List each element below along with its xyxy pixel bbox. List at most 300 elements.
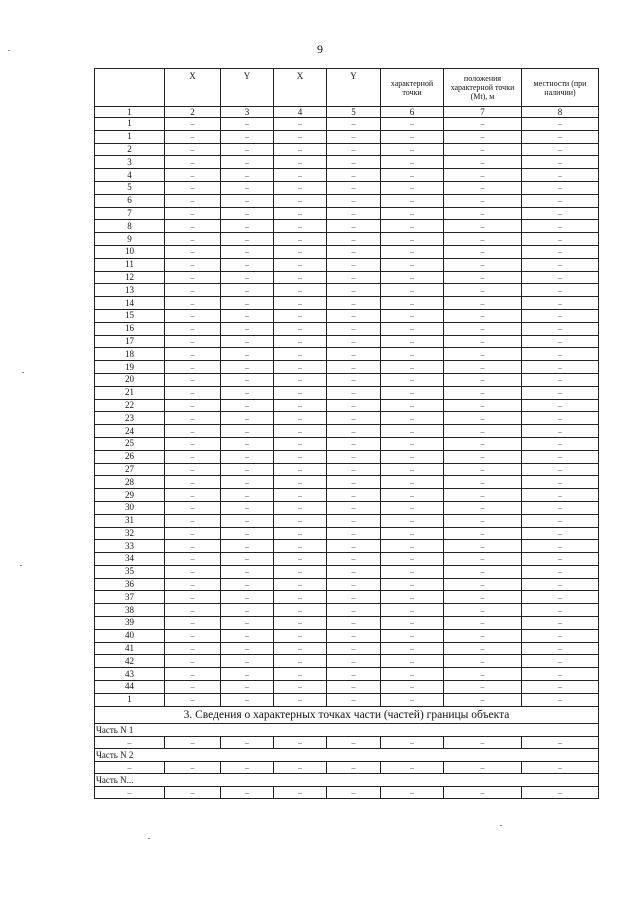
empty-value-dash: – bbox=[522, 450, 599, 463]
empty-value-dash: – bbox=[274, 591, 327, 604]
table-row bbox=[95, 118, 599, 131]
empty-value-dash: – bbox=[327, 761, 381, 773]
column-number: 8 bbox=[522, 107, 599, 118]
empty-value-dash: – bbox=[221, 527, 274, 540]
empty-value-dash: – bbox=[444, 437, 522, 450]
empty-value-dash: – bbox=[444, 169, 522, 182]
empty-value-dash: – bbox=[95, 761, 165, 773]
table-row bbox=[95, 361, 599, 374]
empty-value-dash: – bbox=[444, 181, 522, 194]
point-number: 15 bbox=[95, 309, 165, 322]
empty-value-dash: – bbox=[165, 207, 221, 220]
empty-value-dash: – bbox=[221, 361, 274, 374]
empty-value-dash: – bbox=[522, 412, 599, 425]
empty-value-dash: – bbox=[381, 578, 444, 591]
table-row bbox=[95, 553, 599, 566]
empty-value-dash: – bbox=[444, 501, 522, 514]
empty-value-dash: – bbox=[165, 450, 221, 463]
empty-value-dash: – bbox=[444, 386, 522, 399]
empty-value-dash: – bbox=[327, 514, 381, 527]
point-number: 10 bbox=[95, 245, 165, 258]
empty-value-dash: – bbox=[522, 437, 599, 450]
point-number: 21 bbox=[95, 386, 165, 399]
empty-value-dash: – bbox=[444, 786, 522, 798]
empty-value-dash: – bbox=[165, 245, 221, 258]
table-row bbox=[95, 578, 599, 591]
empty-value-dash: – bbox=[522, 143, 599, 156]
table-row bbox=[95, 655, 599, 668]
empty-value-dash: – bbox=[274, 527, 327, 540]
table-row bbox=[95, 373, 599, 386]
empty-value-dash: – bbox=[381, 591, 444, 604]
empty-value-dash: – bbox=[444, 245, 522, 258]
empty-value-dash: – bbox=[444, 348, 522, 361]
empty-value-dash: – bbox=[165, 786, 221, 798]
empty-value-dash: – bbox=[221, 786, 274, 798]
empty-value-dash: – bbox=[522, 297, 599, 310]
point-number: 38 bbox=[95, 604, 165, 617]
empty-value-dash: – bbox=[221, 156, 274, 169]
point-number: 42 bbox=[95, 655, 165, 668]
empty-value-dash: – bbox=[444, 130, 522, 143]
empty-value-dash: – bbox=[381, 118, 444, 131]
empty-value-dash: – bbox=[327, 476, 381, 489]
table-row bbox=[95, 591, 599, 604]
empty-value-dash: – bbox=[165, 348, 221, 361]
empty-value-dash: – bbox=[327, 489, 381, 502]
empty-value-dash: – bbox=[327, 284, 381, 297]
point-number: 1 bbox=[95, 130, 165, 143]
empty-value-dash: – bbox=[327, 156, 381, 169]
empty-value-dash: – bbox=[327, 412, 381, 425]
empty-value-dash: – bbox=[444, 271, 522, 284]
point-number: 20 bbox=[95, 373, 165, 386]
empty-value-dash: – bbox=[522, 194, 599, 207]
empty-value-dash: – bbox=[327, 258, 381, 271]
empty-value-dash: – bbox=[327, 591, 381, 604]
empty-value-dash: – bbox=[274, 425, 327, 438]
point-number: 22 bbox=[95, 399, 165, 412]
empty-value-dash: – bbox=[327, 169, 381, 182]
empty-value-dash: – bbox=[221, 591, 274, 604]
empty-value-dash: – bbox=[444, 207, 522, 220]
point-number: 26 bbox=[95, 450, 165, 463]
empty-value-dash: – bbox=[381, 681, 444, 694]
empty-value-dash: – bbox=[444, 361, 522, 374]
column-number: 6 bbox=[381, 107, 444, 118]
table-row bbox=[95, 297, 599, 310]
empty-value-dash: – bbox=[221, 412, 274, 425]
empty-value-dash: – bbox=[444, 118, 522, 131]
empty-value-dash: – bbox=[165, 386, 221, 399]
part-value-row bbox=[95, 761, 599, 773]
part-label: Часть N 1 bbox=[95, 723, 599, 736]
point-number: 8 bbox=[95, 220, 165, 233]
empty-value-dash: – bbox=[522, 629, 599, 642]
part-value-row bbox=[95, 786, 599, 798]
empty-value-dash: – bbox=[522, 207, 599, 220]
empty-value-dash: – bbox=[444, 553, 522, 566]
point-number: 11 bbox=[95, 258, 165, 271]
empty-value-dash: – bbox=[444, 322, 522, 335]
empty-value-dash: – bbox=[221, 655, 274, 668]
empty-value-dash: – bbox=[381, 501, 444, 514]
table-row bbox=[95, 540, 599, 553]
point-number: 30 bbox=[95, 501, 165, 514]
part-label-row bbox=[95, 748, 599, 761]
point-number: 1 bbox=[95, 693, 165, 706]
empty-value-dash: – bbox=[274, 450, 327, 463]
empty-value-dash: – bbox=[221, 761, 274, 773]
empty-value-dash: – bbox=[444, 463, 522, 476]
empty-value-dash: – bbox=[444, 565, 522, 578]
empty-value-dash: – bbox=[444, 425, 522, 438]
empty-value-dash: – bbox=[522, 335, 599, 348]
empty-value-dash: – bbox=[221, 425, 274, 438]
empty-value-dash: – bbox=[381, 245, 444, 258]
empty-value-dash: – bbox=[327, 361, 381, 374]
empty-value-dash: – bbox=[221, 284, 274, 297]
column-header: Y bbox=[221, 69, 274, 107]
empty-value-dash: – bbox=[274, 668, 327, 681]
empty-value-dash: – bbox=[221, 476, 274, 489]
empty-value-dash: – bbox=[327, 386, 381, 399]
empty-value-dash: – bbox=[165, 425, 221, 438]
empty-value-dash: – bbox=[165, 463, 221, 476]
table-row bbox=[95, 220, 599, 233]
empty-value-dash: – bbox=[274, 271, 327, 284]
empty-value-dash: – bbox=[221, 335, 274, 348]
point-number: 4 bbox=[95, 169, 165, 182]
empty-value-dash: – bbox=[444, 220, 522, 233]
empty-value-dash: – bbox=[327, 527, 381, 540]
empty-value-dash: – bbox=[274, 501, 327, 514]
empty-value-dash: – bbox=[274, 629, 327, 642]
empty-value-dash: – bbox=[221, 668, 274, 681]
empty-value-dash: – bbox=[381, 271, 444, 284]
empty-value-dash: – bbox=[444, 373, 522, 386]
table-row bbox=[95, 143, 599, 156]
empty-value-dash: – bbox=[522, 736, 599, 748]
empty-value-dash: – bbox=[381, 629, 444, 642]
point-number: 18 bbox=[95, 348, 165, 361]
table-row bbox=[95, 693, 599, 706]
empty-value-dash: – bbox=[327, 565, 381, 578]
empty-value-dash: – bbox=[381, 540, 444, 553]
empty-value-dash: – bbox=[381, 284, 444, 297]
point-number: 14 bbox=[95, 297, 165, 310]
empty-value-dash: – bbox=[274, 412, 327, 425]
empty-value-dash: – bbox=[221, 629, 274, 642]
empty-value-dash: – bbox=[522, 233, 599, 246]
empty-value-dash: – bbox=[444, 489, 522, 502]
empty-value-dash: – bbox=[522, 527, 599, 540]
empty-value-dash: – bbox=[274, 258, 327, 271]
column-number-row bbox=[95, 107, 599, 118]
empty-value-dash: – bbox=[221, 514, 274, 527]
empty-value-dash: – bbox=[327, 143, 381, 156]
empty-value-dash: – bbox=[381, 233, 444, 246]
empty-value-dash: – bbox=[221, 181, 274, 194]
empty-value-dash: – bbox=[165, 578, 221, 591]
empty-value-dash: – bbox=[221, 233, 274, 246]
empty-value-dash: – bbox=[221, 450, 274, 463]
empty-value-dash: – bbox=[274, 489, 327, 502]
empty-value-dash: – bbox=[165, 591, 221, 604]
table-row bbox=[95, 245, 599, 258]
empty-value-dash: – bbox=[522, 553, 599, 566]
empty-value-dash: – bbox=[221, 693, 274, 706]
empty-value-dash: – bbox=[327, 348, 381, 361]
empty-value-dash: – bbox=[444, 476, 522, 489]
empty-value-dash: – bbox=[165, 309, 221, 322]
empty-value-dash: – bbox=[221, 348, 274, 361]
part-label: Часть N 2 bbox=[95, 748, 599, 761]
empty-value-dash: – bbox=[444, 284, 522, 297]
empty-value-dash: – bbox=[381, 617, 444, 630]
empty-value-dash: – bbox=[327, 553, 381, 566]
column-header: X bbox=[165, 69, 221, 107]
point-number: 36 bbox=[95, 578, 165, 591]
point-number: 7 bbox=[95, 207, 165, 220]
table-row bbox=[95, 181, 599, 194]
column-header: характерной точки bbox=[381, 69, 444, 107]
empty-value-dash: – bbox=[444, 681, 522, 694]
point-number: 39 bbox=[95, 617, 165, 630]
empty-value-dash: – bbox=[165, 143, 221, 156]
empty-value-dash: – bbox=[381, 412, 444, 425]
empty-value-dash: – bbox=[165, 604, 221, 617]
empty-value-dash: – bbox=[221, 736, 274, 748]
point-number: 16 bbox=[95, 322, 165, 335]
empty-value-dash: – bbox=[274, 642, 327, 655]
empty-value-dash: – bbox=[327, 668, 381, 681]
empty-value-dash: – bbox=[274, 681, 327, 694]
empty-value-dash: – bbox=[444, 693, 522, 706]
empty-value-dash: – bbox=[165, 181, 221, 194]
empty-value-dash: – bbox=[381, 450, 444, 463]
table-row bbox=[95, 514, 599, 527]
table-row bbox=[95, 399, 599, 412]
empty-value-dash: – bbox=[274, 156, 327, 169]
empty-value-dash: – bbox=[381, 565, 444, 578]
table-row bbox=[95, 386, 599, 399]
empty-value-dash: – bbox=[95, 736, 165, 748]
table-row bbox=[95, 271, 599, 284]
empty-value-dash: – bbox=[381, 668, 444, 681]
point-number: 34 bbox=[95, 553, 165, 566]
table-row bbox=[95, 489, 599, 502]
empty-value-dash: – bbox=[381, 130, 444, 143]
empty-value-dash: – bbox=[165, 655, 221, 668]
empty-value-dash: – bbox=[165, 399, 221, 412]
column-header: Y bbox=[327, 69, 381, 107]
table-row bbox=[95, 233, 599, 246]
empty-value-dash: – bbox=[327, 786, 381, 798]
empty-value-dash: – bbox=[327, 399, 381, 412]
empty-value-dash: – bbox=[274, 309, 327, 322]
empty-value-dash: – bbox=[165, 297, 221, 310]
point-number: 44 bbox=[95, 681, 165, 694]
empty-value-dash: – bbox=[522, 348, 599, 361]
empty-value-dash: – bbox=[165, 565, 221, 578]
empty-value-dash: – bbox=[522, 386, 599, 399]
empty-value-dash: – bbox=[274, 786, 327, 798]
table-row bbox=[95, 617, 599, 630]
table-row bbox=[95, 629, 599, 642]
empty-value-dash: – bbox=[165, 642, 221, 655]
empty-value-dash: – bbox=[165, 361, 221, 374]
empty-value-dash: – bbox=[444, 450, 522, 463]
empty-value-dash: – bbox=[522, 681, 599, 694]
empty-value-dash: – bbox=[165, 233, 221, 246]
empty-value-dash: – bbox=[444, 617, 522, 630]
empty-value-dash: – bbox=[522, 399, 599, 412]
empty-value-dash: – bbox=[274, 693, 327, 706]
empty-value-dash: – bbox=[444, 591, 522, 604]
empty-value-dash: – bbox=[221, 130, 274, 143]
empty-value-dash: – bbox=[274, 578, 327, 591]
empty-value-dash: – bbox=[381, 604, 444, 617]
empty-value-dash: – bbox=[522, 591, 599, 604]
empty-value-dash: – bbox=[381, 348, 444, 361]
empty-value-dash: – bbox=[327, 220, 381, 233]
empty-value-dash: – bbox=[274, 553, 327, 566]
empty-value-dash: – bbox=[522, 761, 599, 773]
empty-value-dash: – bbox=[327, 642, 381, 655]
point-number: 23 bbox=[95, 412, 165, 425]
empty-value-dash: – bbox=[327, 373, 381, 386]
empty-value-dash: – bbox=[221, 553, 274, 566]
empty-value-dash: – bbox=[327, 693, 381, 706]
empty-value-dash: – bbox=[274, 348, 327, 361]
empty-value-dash: – bbox=[221, 258, 274, 271]
empty-value-dash: – bbox=[274, 736, 327, 748]
empty-value-dash: – bbox=[327, 322, 381, 335]
empty-value-dash: – bbox=[522, 501, 599, 514]
empty-value-dash: – bbox=[327, 297, 381, 310]
empty-value-dash: – bbox=[522, 578, 599, 591]
point-number: 40 bbox=[95, 629, 165, 642]
empty-value-dash: – bbox=[327, 130, 381, 143]
empty-value-dash: – bbox=[165, 220, 221, 233]
point-number: 28 bbox=[95, 476, 165, 489]
empty-value-dash: – bbox=[522, 476, 599, 489]
empty-value-dash: – bbox=[327, 194, 381, 207]
empty-value-dash: – bbox=[381, 309, 444, 322]
empty-value-dash: – bbox=[381, 207, 444, 220]
empty-value-dash: – bbox=[522, 284, 599, 297]
empty-value-dash: – bbox=[381, 693, 444, 706]
point-number: 13 bbox=[95, 284, 165, 297]
empty-value-dash: – bbox=[444, 514, 522, 527]
empty-value-dash: – bbox=[522, 118, 599, 131]
empty-value-dash: – bbox=[221, 143, 274, 156]
empty-value-dash: – bbox=[327, 463, 381, 476]
table-row bbox=[95, 348, 599, 361]
empty-value-dash: – bbox=[327, 540, 381, 553]
empty-value-dash: – bbox=[327, 425, 381, 438]
empty-value-dash: – bbox=[522, 540, 599, 553]
empty-value-dash: – bbox=[381, 297, 444, 310]
empty-value-dash: – bbox=[327, 578, 381, 591]
empty-value-dash: – bbox=[274, 617, 327, 630]
empty-value-dash: – bbox=[274, 373, 327, 386]
point-number: 1 bbox=[95, 118, 165, 131]
empty-value-dash: – bbox=[444, 399, 522, 412]
empty-value-dash: – bbox=[327, 207, 381, 220]
empty-value-dash: – bbox=[165, 540, 221, 553]
empty-value-dash: – bbox=[522, 169, 599, 182]
empty-value-dash: – bbox=[221, 169, 274, 182]
empty-value-dash: – bbox=[221, 322, 274, 335]
empty-value-dash: – bbox=[165, 194, 221, 207]
empty-value-dash: – bbox=[381, 386, 444, 399]
point-number: 41 bbox=[95, 642, 165, 655]
empty-value-dash: – bbox=[381, 322, 444, 335]
empty-value-dash: – bbox=[444, 604, 522, 617]
empty-value-dash: – bbox=[522, 220, 599, 233]
empty-value-dash: – bbox=[444, 668, 522, 681]
empty-value-dash: – bbox=[165, 130, 221, 143]
empty-value-dash: – bbox=[274, 399, 327, 412]
empty-value-dash: – bbox=[522, 322, 599, 335]
empty-value-dash: – bbox=[327, 118, 381, 131]
empty-value-dash: – bbox=[381, 425, 444, 438]
empty-value-dash: – bbox=[221, 681, 274, 694]
table-row bbox=[95, 335, 599, 348]
empty-value-dash: – bbox=[444, 655, 522, 668]
empty-value-dash: – bbox=[444, 540, 522, 553]
empty-value-dash: – bbox=[95, 786, 165, 798]
empty-value-dash: – bbox=[522, 655, 599, 668]
empty-value-dash: – bbox=[165, 412, 221, 425]
empty-value-dash: – bbox=[221, 489, 274, 502]
empty-value-dash: – bbox=[274, 220, 327, 233]
empty-value-dash: – bbox=[274, 514, 327, 527]
empty-value-dash: – bbox=[274, 655, 327, 668]
empty-value-dash: – bbox=[522, 786, 599, 798]
empty-value-dash: – bbox=[165, 736, 221, 748]
part-label-row bbox=[95, 723, 599, 736]
empty-value-dash: – bbox=[381, 642, 444, 655]
empty-value-dash: – bbox=[221, 297, 274, 310]
empty-value-dash: – bbox=[165, 514, 221, 527]
empty-value-dash: – bbox=[381, 786, 444, 798]
empty-value-dash: – bbox=[221, 540, 274, 553]
column-header: положения характерной точки (Mt), м bbox=[444, 69, 522, 107]
empty-value-dash: – bbox=[165, 617, 221, 630]
empty-value-dash: – bbox=[221, 604, 274, 617]
column-number: 2 bbox=[165, 107, 221, 118]
empty-value-dash: – bbox=[165, 322, 221, 335]
point-number: 2 bbox=[95, 143, 165, 156]
empty-value-dash: – bbox=[274, 361, 327, 374]
table-row bbox=[95, 322, 599, 335]
empty-value-dash: – bbox=[381, 361, 444, 374]
table-row bbox=[95, 668, 599, 681]
empty-value-dash: – bbox=[221, 578, 274, 591]
empty-value-dash: – bbox=[221, 463, 274, 476]
empty-value-dash: – bbox=[274, 297, 327, 310]
empty-value-dash: – bbox=[444, 642, 522, 655]
empty-value-dash: – bbox=[381, 437, 444, 450]
empty-value-dash: – bbox=[522, 271, 599, 284]
empty-value-dash: – bbox=[274, 386, 327, 399]
empty-value-dash: – bbox=[221, 399, 274, 412]
point-number: 32 bbox=[95, 527, 165, 540]
table-row bbox=[95, 284, 599, 297]
